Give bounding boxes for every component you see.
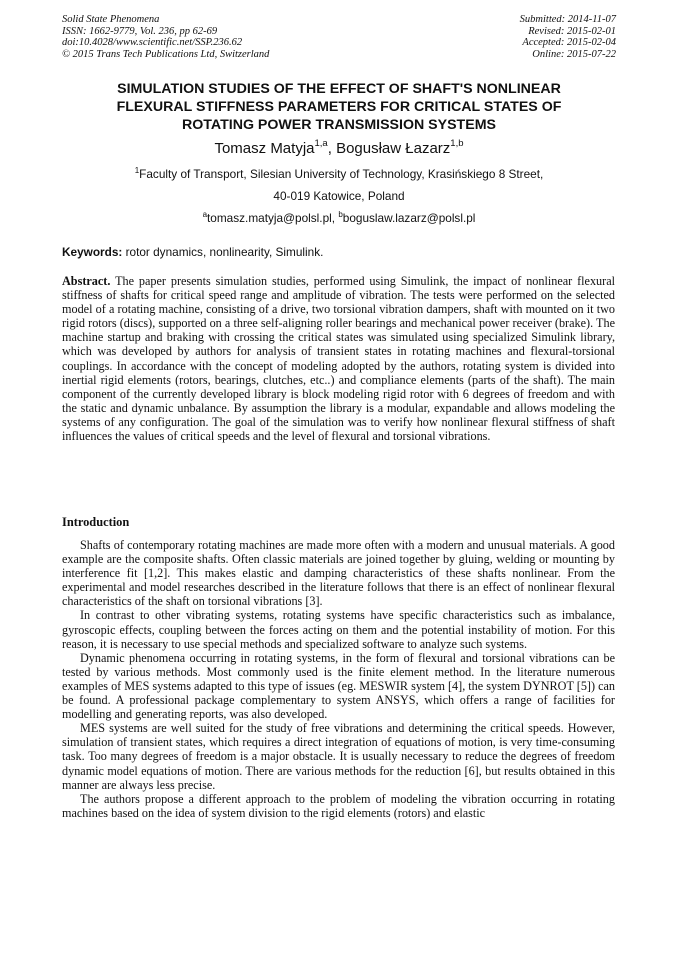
author-affiliation-mark: 1,b — [450, 138, 464, 149]
paragraph: The authors propose a different approach to the problem of modeling the vibration occurring in rotating machines based on the idea of system division to the rigid elements (rotors) and elastic — [62, 791, 615, 820]
paper-title — [62, 80, 616, 134]
paragraph: Dynamic phenomena occurring in rotating systems, in the form of flexural and torsional vibrations can be tested by various methods. Most commonly used is the finite element method. In the literature numerous examples of MES systems adapted to this type of issues (eg. MESWIR system [4], the system DYNROT [5]) can be found. A professional package complementary to system ANSYS, which offers a range of facilities for modelling and generating reports, was also developed. — [62, 650, 615, 722]
paragraph: MES systems are well suited for the study of free vibrations and determining the critical speeds. However, simulation of transient states, which requires a direct integration of equations of motion, is very time-consuming task. Too many degrees of freedom is a major obstacle. It is usually necessary to reduce the degrees of freedom dynamic model equations of motion. There are various methods for the reduction [6], but results obtained in this manner are always less precise. — [62, 721, 615, 792]
author-affiliation-mark: 1,a — [314, 138, 328, 149]
paragraph: Shafts of contemporary rotating machines are made more often with a modern and unusual materials. A good example are the composite shafts. Often classic materials are joined together by gluing, welding or mounting by interference fit [1,2]. This makes elastic and damping characteristics of these shafts nonlinear. From the experimental and model researches described in the literature follows that there is an effect of nonlinear flexural characteristics of the shaft on torsional vibrations [3]. — [62, 538, 615, 609]
publication-info — [62, 14, 269, 60]
revised-date: Revised: 2015-02-01 — [528, 25, 616, 37]
abstract-text: The paper presents simulation studies, performed using Simulink, the impact of nonlinear flexural stiffness of shafts for critical speed range and amplitude of vibration. The tests were performed on the selected model of a rotating machine, consisting of a drive, two torsional vibration dampers, shaft with mounted on it two rigid rotors (discs), supported on a three self-aligning roller bearings and mechanical power receiver (brake). The machine startup and braking with crossing the critical states was simulated using specialized Simulink library, which was developed by authors for analysis of transient states in rotating machines and flexural-torsional couplings. In accordance with the concept of modeling adopted by the authors, rotating system is divided into inertial rigid elements (rotors, bearings, clutches, etc..) and compliance elements (parts of the shaft). The main component of the currently developed library is block modeling rigid rotor with 6 degrees of freedom and with the static and dynamic unbalance. By assumption the library is a modular, expandable and allows modeling the systems of any configuration. The goal of the simulation was to verify how nonlinear flexural stiffness of shaft influences the values of critical speeds and the level of flexural and torsional vibrations. — [62, 274, 615, 444]
keywords — [62, 245, 323, 259]
author-name: Bogusław Łazarz — [336, 140, 451, 157]
affiliation-mark: 1 — [134, 166, 140, 175]
online-date: Online: 2015-07-22 — [532, 48, 616, 60]
author-separator: , — [327, 140, 337, 157]
email-b: boguslaw.lazarz@polsl.pl — [342, 211, 476, 225]
title-line-1: SIMULATION STUDIES OF THE EFFECT OF SHAFT'S NONLINEAR — [117, 81, 561, 97]
issn-line: ISSN: 1662-9779, Vol. 236, pp 62-69 — [62, 25, 218, 37]
abstract-label: Abstract. — [62, 274, 111, 288]
journal-name: Solid State Phenomena — [62, 14, 160, 25]
keywords-text: rotor dynamics, nonlinearity, Simulink. — [122, 245, 324, 259]
author-list — [62, 140, 616, 158]
author-name: Tomasz Matyja — [214, 140, 315, 157]
email-mark: b — [338, 210, 343, 219]
email-a: tomasz.matyja@polsl.pl, — [207, 211, 339, 225]
accepted-date: Accepted: 2015-02-04 — [522, 37, 616, 48]
copyright-line: © 2015 Trans Tech Publications Ltd, Switzerland — [62, 48, 270, 60]
affiliation-line-2: 40-019 Katowice, Poland — [273, 189, 405, 203]
email-mark: a — [202, 210, 208, 219]
affiliation-line-1 — [62, 167, 616, 181]
submission-dates — [520, 14, 616, 60]
submitted-date: Submitted: 2014-11-07 — [519, 14, 616, 25]
keywords-label: Keywords: — [62, 245, 123, 259]
doi-line: doi:10.4028/www.scientific.net/SSP.236.62 — [62, 37, 243, 48]
title-line-2: FLEXURAL STIFFNESS PARAMETERS FOR CRITICAL STATES OF — [116, 99, 562, 115]
author-emails — [62, 211, 616, 225]
introduction-body — [62, 538, 615, 820]
paragraph: In contrast to other vibrating systems, rotating systems have specific characteristics such as imbalance, gyroscopic effects, coupling between the forces acting on them and the potential instability of motion. For this reason, it is necessary to use special methods and specialized software to analyze such systems. — [62, 608, 615, 651]
section-heading-introduction: Introduction — [62, 515, 130, 529]
abstract — [62, 274, 615, 443]
affiliation-text: Faculty of Transport, Silesian University of Technology, Krasińskiego 8 Street, — [139, 167, 544, 181]
abstract-paragraph — [62, 274, 615, 443]
title-line-3: ROTATING POWER TRANSMISSION SYSTEMS — [182, 117, 496, 133]
